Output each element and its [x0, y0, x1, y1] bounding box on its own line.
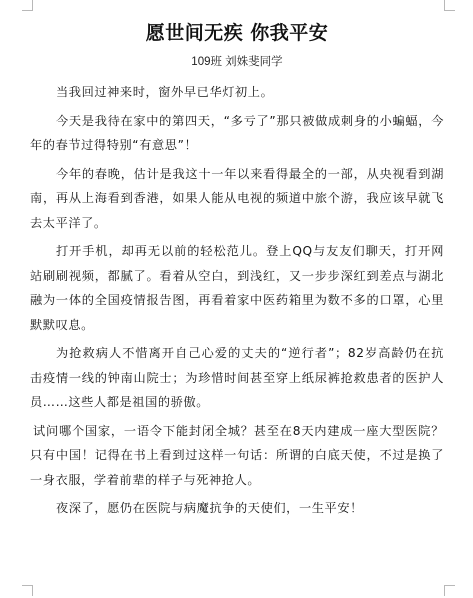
page-corner-mark-bottom-left — [22, 585, 33, 596]
page-corner-mark-top-right — [444, 0, 455, 11]
author-byline: 109班 刘姝斐同学 — [191, 56, 283, 68]
paragraph-4: 打开手机，却再无以前的轻松范儿。登上QQ与友友们聊天，打开网站刷刷视频，都腻了。看着从空白，到浅红，又一步步深红到差点与湖北融为一体的全国疫情报告图，再看着家中医药箱里为数不多的口罩，心里默默叹息。 — [30, 244, 444, 332]
paragraph-5: 为抢救病人不惜离开自己心爱的丈夫的“逆行者”；82岁高龄仍在抗击疫情一线的钟南山院士；为珍惜时间甚至穿上纸尿裤抢救患者的医护人员……这些人都是祖国的骄傲。 — [30, 346, 444, 409]
page-corner-mark-bottom-right — [444, 585, 455, 596]
paragraph-2: 今天是我待在家中的第四天，“多亏了”那只被做成刺身的小蝙蝠，今年的春节过得特别“有意思”！ — [30, 113, 444, 152]
document-page[interactable] — [30, 0, 444, 521]
paragraph-7: 夜深了，愿仍在医院与病魔抗争的天使们，一生平安！ — [56, 501, 363, 515]
paragraph-1: 当我回过神来时，窗外早已华灯初上。 — [56, 85, 274, 99]
paragraph-6: 试问哪个国家，一语令下能封闭全城？甚至在8天内建成一座大型医院？只有中国！记得在书上看到过这样一句话：所谓的白底天使，不过是换了一身衣服，学着前辈的样子与死神抢人。 — [30, 423, 444, 487]
document-title: 愿世间无疾 你我平安 — [145, 22, 329, 44]
paragraph-3: 今年的春晚，估计是我这十一年以来看得最全的一部，从央视看到湖南，再从上海看到香港，如果人能从电视的频道中旅个游，我应该早就飞去太平洋了。 — [30, 166, 444, 230]
